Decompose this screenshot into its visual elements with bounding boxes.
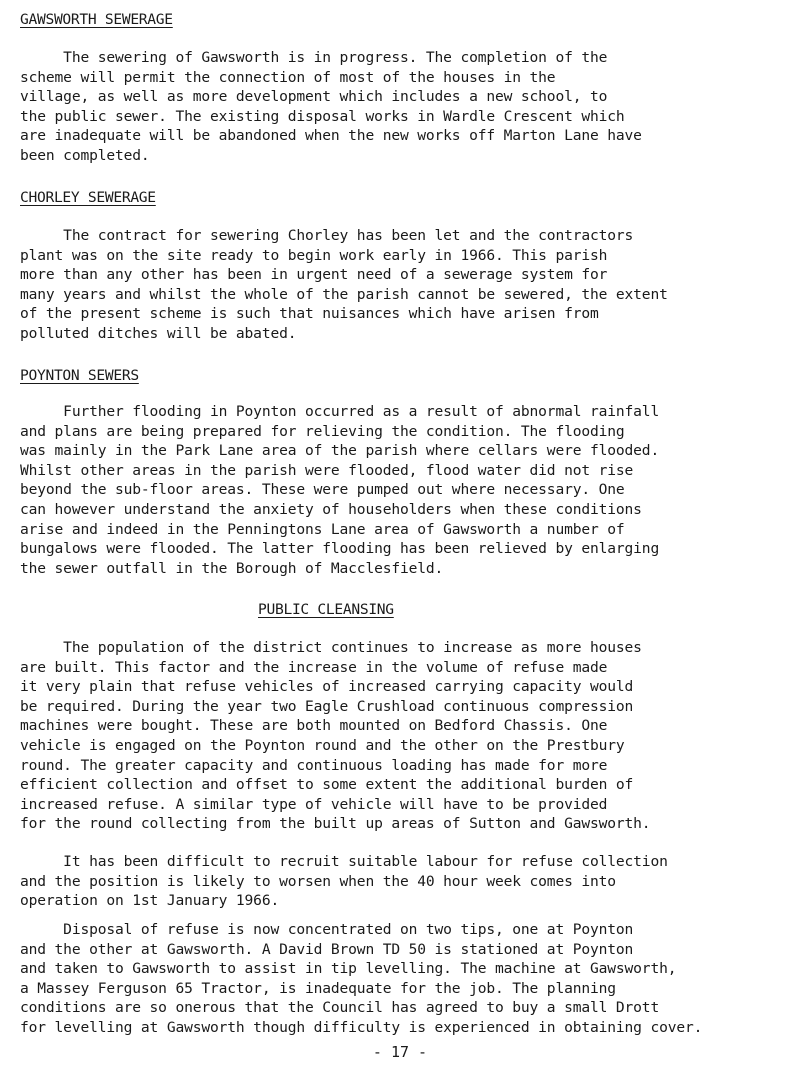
text-line: and the position is likely to worsen when the 40 hour week comes into (20, 872, 616, 890)
text-line: bungalows were flooded. The latter flooding has been relieved by enlarging (20, 540, 660, 558)
text-line: It has been difficult to recruit suitable labour for refuse collection (20, 853, 668, 870)
section-heading-gawsworth-sewerage: GAWSWORTH SEWERAGE (20, 11, 173, 28)
text-line: operation on 1st January 1966. (20, 892, 280, 910)
text-line: for levelling at Gawsworth though difficulty is experienced in obtaining cover. (20, 1018, 703, 1036)
text-line: The sewering of Gawsworth is in progress. The completion of the (20, 49, 608, 66)
text-line: increased refuse. A similar type of vehicle will have to be provided (20, 795, 608, 813)
text-line: beyond the sub-floor areas. These were pumped out where necessary. One (20, 481, 625, 499)
paragraph-public-cleansing-population (20, 638, 795, 834)
text-line: it very plain that refuse vehicles of increased carrying capacity would (20, 678, 634, 696)
text-line: efficient collection and offset to some extent the additional burden of (20, 776, 634, 794)
text-line: and plans are being prepared for relieving the condition. The flooding (20, 422, 625, 440)
text-line: the public sewer. The existing disposal works in Wardle Crescent which (20, 107, 625, 125)
text-line: vehicle is engaged on the Poynton round and the other on the Prestbury (20, 736, 625, 754)
text-line: Whilst other areas in the parish were flooded, flood water did not rise (20, 461, 634, 479)
text-line: village, as well as more development which includes a new school, to (20, 88, 608, 106)
text-line: machines were bought. These are both mounted on Bedford Chassis. One (20, 717, 608, 735)
text-line: conditions are so onerous that the Council has agreed to buy a small Drott (20, 999, 660, 1017)
section-heading-public-cleansing: PUBLIC CLEANSING (258, 601, 394, 618)
paragraph-public-cleansing-labour (20, 852, 795, 911)
paragraph-poynton-sewers (20, 402, 795, 578)
text-line: been completed. (20, 146, 150, 164)
text-line: round. The greater capacity and continuous loading has made for more (20, 756, 608, 774)
section-heading-poynton-sewers: POYNTON SEWERS (20, 367, 139, 384)
text-line: The population of the district continues to increase as more houses (20, 639, 642, 656)
text-line: Disposal of refuse is now concentrated on two tips, one at Poynton (20, 921, 634, 938)
text-line: of the present scheme is such that nuisances which have arisen from (20, 305, 599, 323)
paragraph-public-cleansing-disposal (20, 920, 795, 1038)
text-line: and taken to Gawsworth to assist in tip levelling. The machine at Gawsworth, (20, 960, 677, 978)
text-line: Further flooding in Poynton occurred as a result of abnormal rainfall (20, 403, 660, 420)
text-line: many years and whilst the whole of the parish cannot be sewered, the extent (20, 285, 668, 303)
text-line: polluted ditches will be abated. (20, 324, 297, 342)
text-line: The contract for sewering Chorley has been let and the contractors (20, 227, 634, 244)
text-line: be required. During the year two Eagle Crushload continuous compression (20, 697, 634, 715)
text-line: the sewer outfall in the Borough of Macclesfield. (20, 559, 444, 577)
text-line: can however understand the anxiety of householders when these conditions (20, 500, 642, 518)
text-line: arise and indeed in the Penningtons Lane area of Gawsworth a number of (20, 520, 625, 538)
section-heading-chorley-sewerage: CHORLEY SEWERAGE (20, 189, 156, 206)
page-number: - 17 - (372, 1043, 428, 1061)
text-line: are built. This factor and the increase in the volume of refuse made (20, 658, 608, 676)
text-line: scheme will permit the connection of most of the houses in the (20, 68, 556, 86)
text-line: and the other at Gawsworth. A David Brown TD 50 is stationed at Poynton (20, 940, 634, 958)
text-line: more than any other has been in urgent need of a sewerage system for (20, 266, 608, 284)
text-line: a Massey Ferguson 65 Tractor, is inadequate for the job. The planning (20, 979, 616, 997)
paragraph-chorley-sewerage (20, 226, 795, 344)
text-line: are inadequate will be abandoned when the new works off Marton Lane have (20, 127, 642, 145)
text-line: for the round collecting from the built up areas of Sutton and Gawsworth. (20, 815, 651, 833)
paragraph-gawsworth-sewerage (20, 48, 795, 166)
text-line: was mainly in the Park Lane area of the parish where cellars were flooded. (20, 442, 660, 460)
text-line: plant was on the site ready to begin work early in 1966. This parish (20, 246, 608, 264)
